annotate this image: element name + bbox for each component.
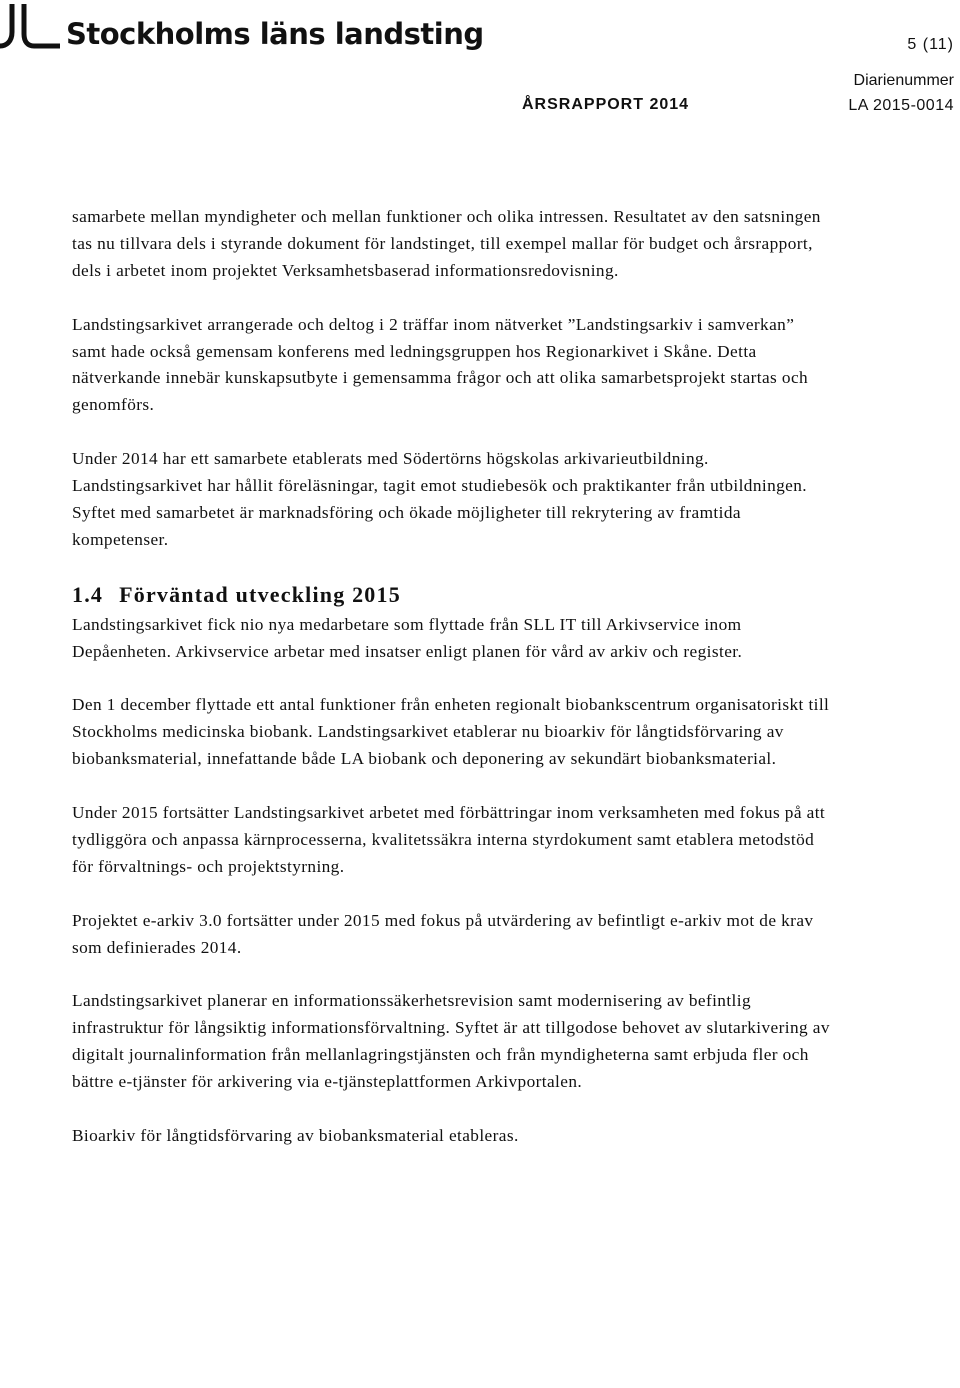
- section-title: Förväntad utveckling 2015: [119, 581, 401, 607]
- sll-logo-icon: [0, 4, 60, 55]
- paragraph: Under 2014 har ett samarbete etablerats med Södertörns högskolas arkivarieutbildning. Landstingsarkivet har hållit föreläsningar, tagit emot studiebesök och praktikanter från utbildningen. Syftet med samarbetet är marknadsföring och ökade möjligheter till rekrytering av framtida kompetenser.: [72, 449, 808, 549]
- paragraph: Under 2015 fortsätter Landstingsarkivet arbetet med förbättringar inom verksamheten med fokus på att tydliggöra och anpassa kärnprocesserna, kvalitetssäkra interna styrdokument samt etablera metodstöd för förvaltnings- och projektstyrning.: [72, 803, 826, 876]
- report-title: ÅRSRAPPORT 2014: [522, 96, 690, 113]
- document-body: [72, 204, 832, 1150]
- paragraph: Landstingsarkivet planerar en informationssäkerhetsrevision samt modernisering av befintlig infrastruktur för långsiktig informationsförvaltning. Syftet är att tillgodose behovet av slutarkivering av digitalt journalinformation från mellanlagringstjänsten och från myndigheterna samt erbjuda fler och bättre e-tjänster för arkivering via e-tjänsteplattformen Arkivportalen.: [72, 991, 830, 1092]
- page-header: [0, 0, 960, 130]
- diary-number-value: LA 2015-0014: [848, 97, 954, 114]
- section-number: 1.4: [72, 581, 104, 607]
- paragraph: Bioarkiv för långtidsförvaring av biobanksmaterial etableras.: [72, 1125, 519, 1145]
- diary-number-label: Diarienummer: [853, 72, 954, 89]
- paragraph: Landstingsarkivet arrangerade och deltog i 2 träffar inom nätverket ”Landstingsarkiv i samverkan” samt hade också gemensam konferens med ledningsgruppen hos Regionarkivet i Skåne. Detta nätverkande innebär kunskapsutbyte i gemensamma frågor och att olika samarbetsprojekt startas och genomförs.: [72, 314, 809, 415]
- organization-name: Stockholms läns landsting: [66, 17, 484, 51]
- page-number: 5 (11): [907, 36, 954, 53]
- paragraph: Projektet e-arkiv 3.0 fortsätter under 2015 med fokus på utvärdering av befintligt e-arkiv mot de krav som definierades 2014.: [72, 910, 814, 957]
- paragraph: Landstingsarkivet fick nio nya medarbetare som flyttade från SLL IT till Arkivservice inom Depåenheten. Arkivservice arbetar med insatser enligt planen för vård av arkiv och register.: [72, 614, 743, 661]
- paragraph: Den 1 december flyttade ett antal funktioner från enheten regionalt biobankscentrum organisatoriskt till Stockholms medicinska biobank. Landstingsarkivet etablerar nu bioarkiv för långtidsförvaring av biobanksmaterial, innefattande både LA biobank och deponering av sekundärt biobanksmaterial.: [72, 695, 830, 769]
- paragraph: samarbete mellan myndigheter och mellan funktioner och olika intressen. Resultatet av den satsningen tas nu tillvara dels i styrande dokument för landstinget, till exempel mallar för budget och årsrapport, dels i arbetet inom projektet Verksamhetsbaserad informationsredovisning.: [72, 207, 821, 280]
- section-heading: [72, 580, 832, 610]
